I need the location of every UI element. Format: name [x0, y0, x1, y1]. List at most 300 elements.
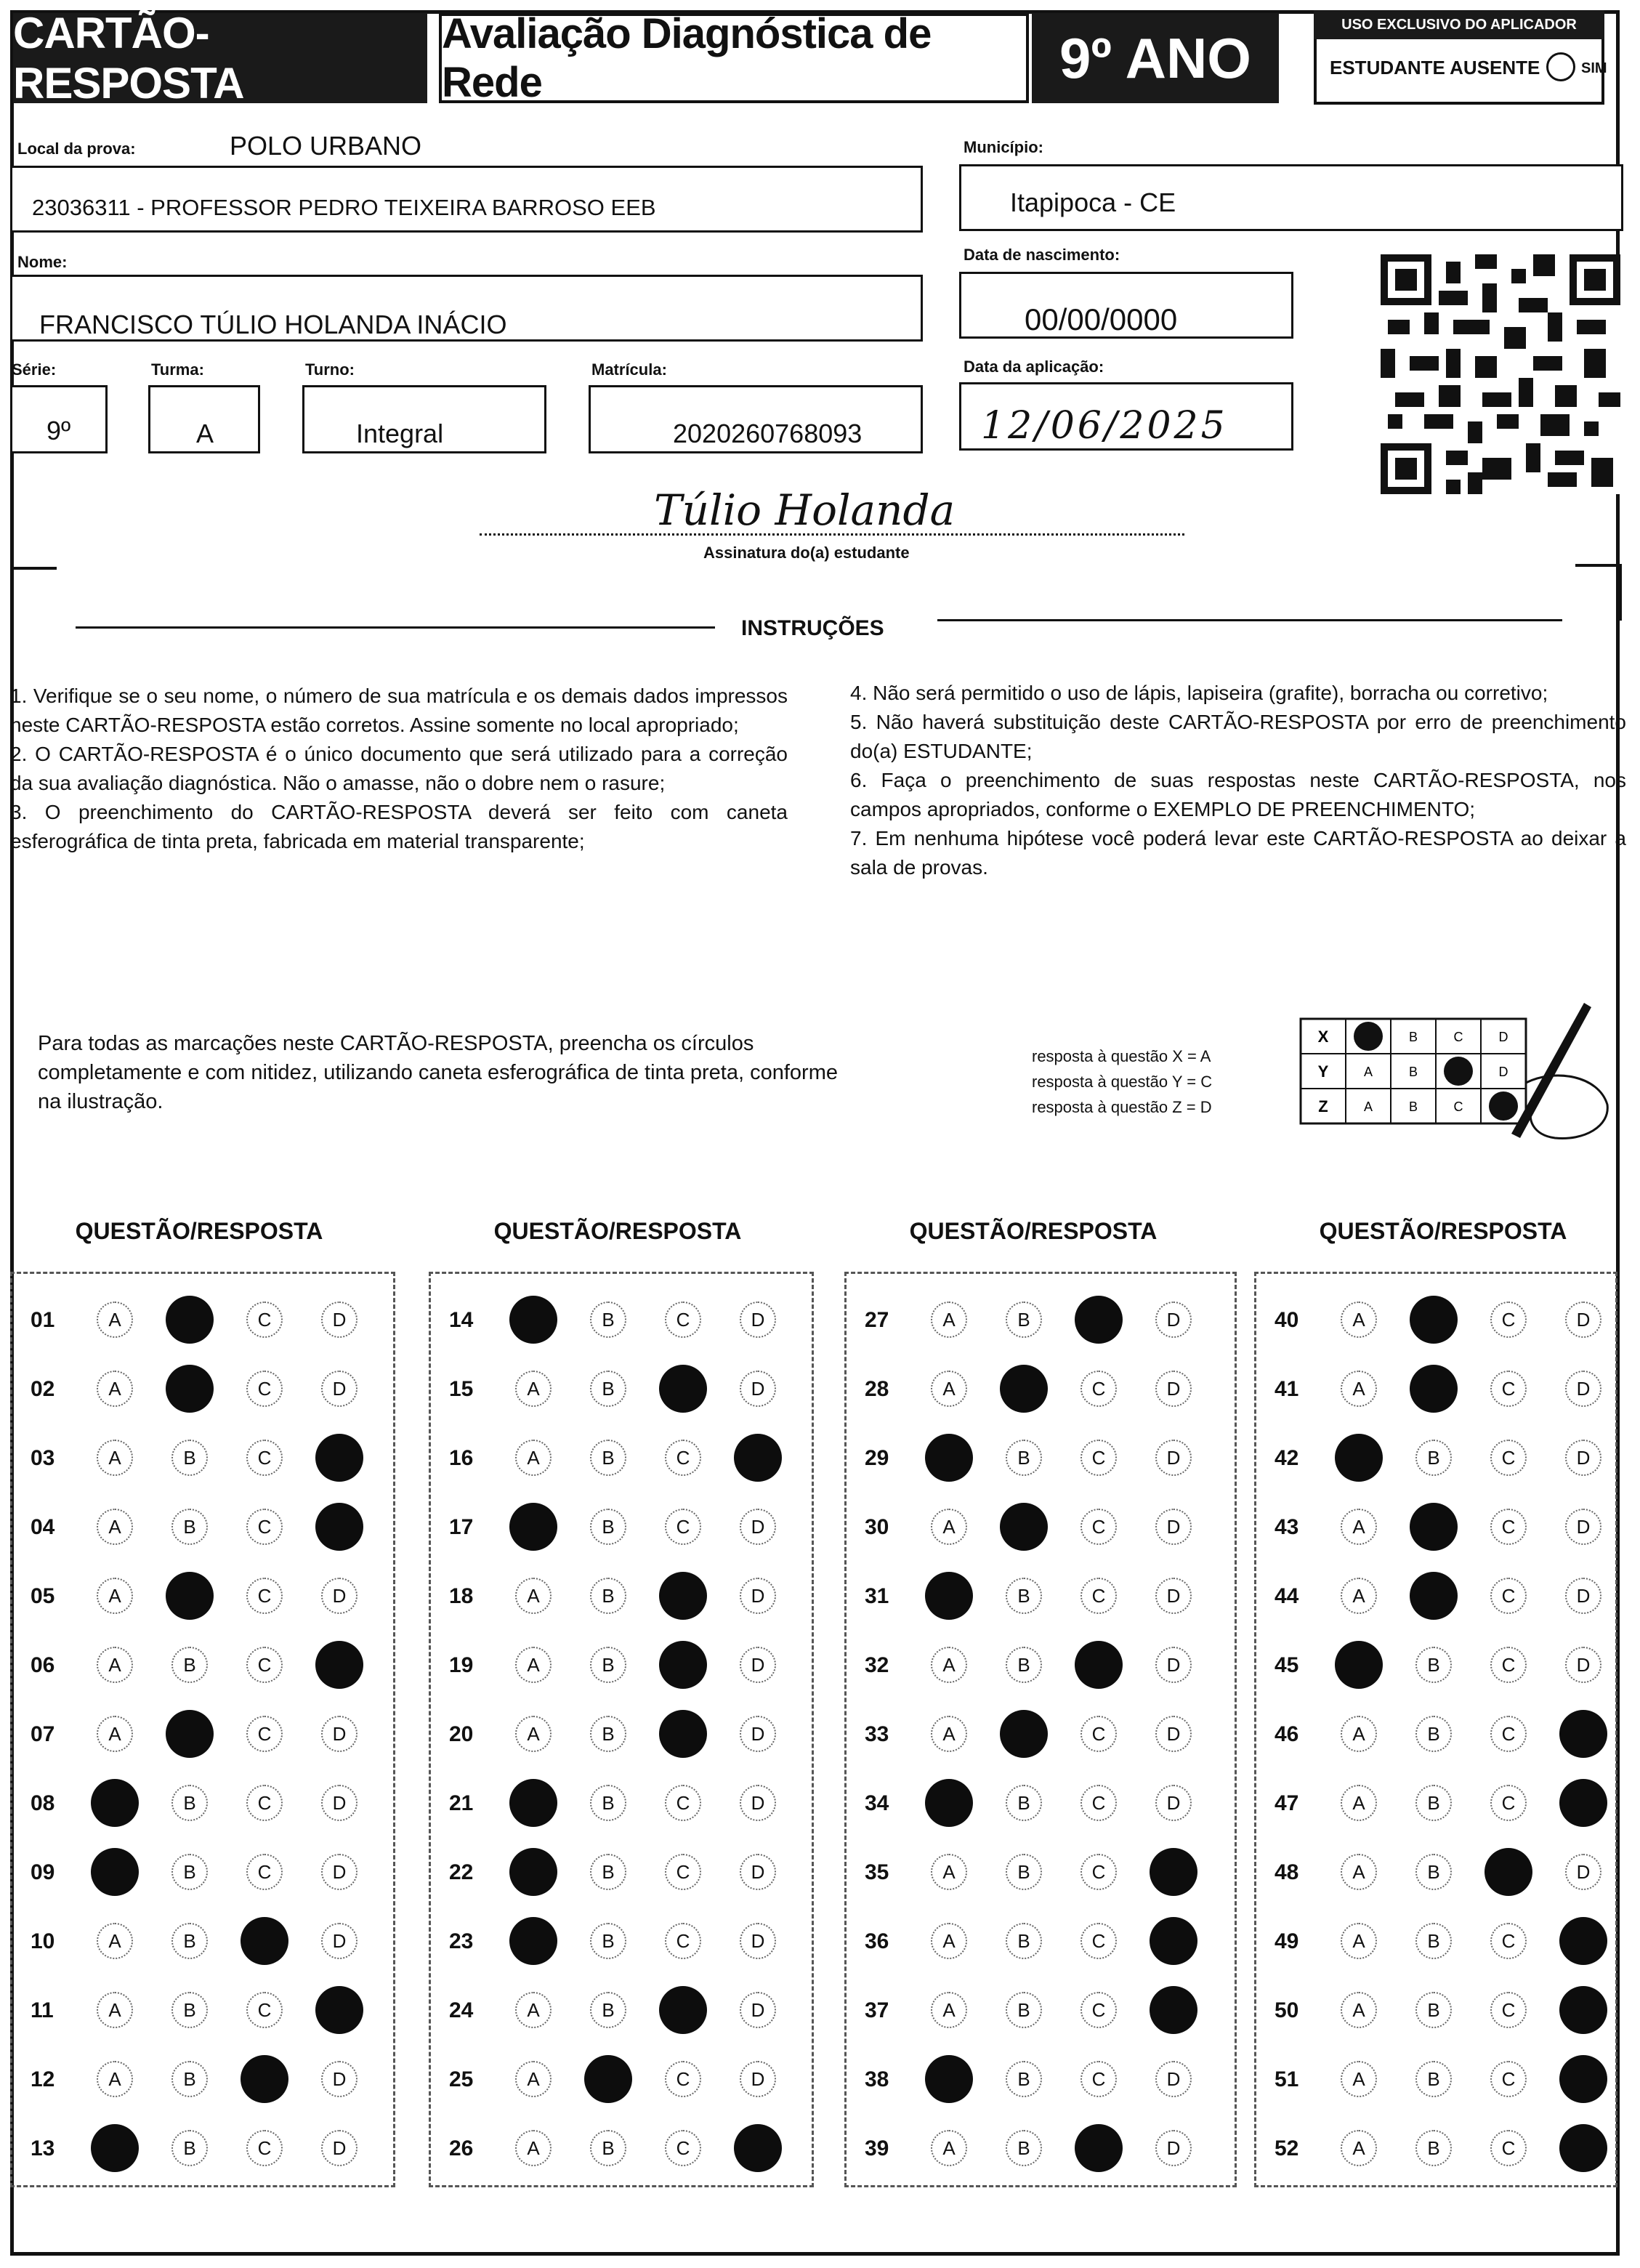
question-number: 08	[31, 1791, 55, 1815]
question-number: 50	[1275, 1998, 1299, 2022]
answer-bubble[interactable]: A	[515, 1440, 552, 1476]
answer-bubble[interactable]: C	[1080, 1854, 1117, 1890]
nascimento-label: Data de nascimento:	[964, 246, 1120, 264]
aplicacao-label: Data da aplicação:	[964, 358, 1104, 376]
answer-bubble[interactable]: A	[1341, 1509, 1377, 1545]
answer-bubble-filled[interactable]	[1075, 1641, 1123, 1689]
answer-bubble[interactable]: A	[1341, 2061, 1377, 2097]
answer-bubble-filled[interactable]	[91, 1779, 139, 1827]
question-number: 48	[1275, 1860, 1299, 1884]
answer-bubble[interactable]: C	[246, 1302, 283, 1338]
answer-bubble[interactable]: D	[740, 2061, 776, 2097]
answer-bubble-filled[interactable]	[1410, 1365, 1458, 1413]
answer-bubble[interactable]: C	[1490, 1785, 1527, 1821]
answer-bubble[interactable]: C	[246, 1647, 283, 1683]
answer-bubble-filled[interactable]	[659, 1986, 707, 2034]
answer-bubble-filled[interactable]	[1150, 1917, 1197, 1965]
answer-bubble-filled[interactable]	[1075, 2124, 1123, 2172]
answer-bubble[interactable]: B	[171, 1509, 208, 1545]
local-value: POLO URBANO	[230, 131, 422, 161]
answer-bubble-filled[interactable]	[659, 1641, 707, 1689]
answer-bubble[interactable]: A	[1341, 1302, 1377, 1338]
answer-bubble[interactable]: C	[665, 2061, 701, 2097]
answer-bubble[interactable]: C	[1080, 1785, 1117, 1821]
answer-bubble[interactable]: B	[590, 1992, 626, 2028]
answer-bubble[interactable]: B	[1006, 1302, 1042, 1338]
answer-bubble-filled[interactable]	[241, 2055, 288, 2103]
answer-bubble-filled[interactable]	[584, 2055, 632, 2103]
answer-bubble[interactable]: B	[1006, 1992, 1042, 2028]
answer-bubble[interactable]: A	[97, 2061, 133, 2097]
answer-bubble[interactable]: B	[1006, 2061, 1042, 2097]
answer-bubble[interactable]: D	[740, 1509, 776, 1545]
aplicacao-value: 12/06/2025	[981, 404, 1228, 448]
answer-bubble[interactable]: A	[931, 1302, 967, 1338]
question-number: 23	[449, 1929, 474, 1953]
answer-bubble[interactable]: C	[246, 1785, 283, 1821]
example-row-label: Z	[1318, 1097, 1328, 1115]
answer-bubble[interactable]: A	[515, 1371, 552, 1407]
question-number: 24	[449, 1998, 474, 2022]
answer-bubble-filled[interactable]	[91, 2124, 139, 2172]
exam-title: Avaliação Diagnóstica de Rede	[439, 13, 1029, 103]
question-number: 19	[449, 1653, 474, 1677]
answer-bubble[interactable]: B	[590, 2130, 626, 2166]
question-number: 01	[31, 1308, 55, 1332]
answer-bubble-filled[interactable]	[509, 1848, 557, 1896]
answer-bubble[interactable]: D	[1565, 1647, 1601, 1683]
serie-label: Série:	[12, 360, 57, 379]
answer-bubble-filled[interactable]	[315, 1503, 363, 1551]
answer-bubble-filled[interactable]	[1559, 1779, 1607, 1827]
answer-bubble[interactable]: C	[1080, 1509, 1117, 1545]
answer-bubble[interactable]: B	[1006, 1854, 1042, 1890]
question-number: 44	[1275, 1584, 1299, 1608]
nascimento-value: 00/00/0000	[1025, 302, 1178, 336]
question-number: 29	[865, 1446, 889, 1470]
answer-bubble[interactable]: A	[1341, 1785, 1377, 1821]
question-number: 52	[1275, 2136, 1299, 2160]
signature-line	[480, 533, 1184, 536]
answer-bubble[interactable]: A	[1341, 1923, 1377, 1959]
answer-bubble[interactable]: C	[1080, 1992, 1117, 2028]
question-number: 17	[449, 1515, 474, 1539]
answer-bubble-filled[interactable]	[1000, 1503, 1048, 1551]
answer-bubble[interactable]: C	[1080, 1716, 1117, 1752]
answer-bubble[interactable]: B	[590, 1509, 626, 1545]
answer-bubble-filled[interactable]	[166, 1572, 214, 1620]
answer-bubble[interactable]: C	[1490, 1647, 1527, 1683]
answer-bubble[interactable]: C	[1080, 1371, 1117, 1407]
answer-bubble[interactable]: C	[1080, 1923, 1117, 1959]
example-filled-bubble	[1444, 1057, 1473, 1086]
answer-bubble[interactable]: A	[97, 1716, 133, 1752]
example-option-letter: C	[1453, 1099, 1463, 1114]
answer-bubble[interactable]: C	[246, 2130, 283, 2166]
answer-bubble[interactable]: A	[97, 1992, 133, 2028]
school-value: 23036311 - PROFESSOR PEDRO TEIXEIRA BARROSO EEB	[32, 195, 656, 220]
answer-bubble[interactable]: D	[321, 1785, 358, 1821]
turno-label: Turno:	[305, 360, 355, 379]
turma-value: A	[196, 419, 214, 448]
example-legend	[1032, 1044, 1212, 1120]
instructions-title: INSTRUÇÕES	[741, 616, 884, 640]
absent-bubble[interactable]	[1546, 52, 1575, 81]
answer-bubble-filled[interactable]	[1335, 1641, 1383, 1689]
answer-bubble[interactable]: C	[1490, 1716, 1527, 1752]
question-number: 15	[449, 1377, 474, 1401]
answer-bubble[interactable]: D	[321, 1371, 358, 1407]
answer-bubble[interactable]: C	[665, 1785, 701, 1821]
question-number: 11	[31, 1998, 54, 2022]
answer-bubble-filled[interactable]	[1559, 2055, 1607, 2103]
answer-bubble[interactable]: D	[740, 1854, 776, 1890]
municipio-value: Itapipoca - CE	[1010, 187, 1176, 217]
answer-bubble[interactable]: D	[740, 1371, 776, 1407]
answer-bubble[interactable]: C	[246, 1716, 283, 1752]
answer-bubble[interactable]: C	[246, 1854, 283, 1890]
question-number: 16	[449, 1446, 474, 1470]
answer-bubble[interactable]: A	[931, 1647, 967, 1683]
example-filled-bubble	[1489, 1091, 1518, 1121]
answer-bubble[interactable]: B	[590, 1302, 626, 1338]
signature-label: Assinatura do(a) estudante	[703, 544, 910, 562]
answer-bubble[interactable]: A	[1341, 1716, 1377, 1752]
question-number: 07	[31, 1722, 55, 1746]
question-number: 31	[865, 1584, 889, 1608]
answer-bubble[interactable]: A	[97, 1923, 133, 1959]
answer-bubble[interactable]: A	[97, 1578, 133, 1614]
answer-bubble-filled[interactable]	[1559, 1917, 1607, 1965]
answer-bubble-filled[interactable]	[734, 2124, 782, 2172]
absent-label: ESTUDANTE AUSENTE	[1330, 57, 1540, 78]
answer-bubble-filled[interactable]	[659, 1365, 707, 1413]
question-number: 41	[1275, 1377, 1299, 1401]
answer-bubble[interactable]: D	[1565, 1578, 1601, 1614]
question-number: 49	[1275, 1929, 1299, 1953]
answer-bubble-filled[interactable]	[1410, 1572, 1458, 1620]
instructions-left: 1. Verifique se o seu nome, o número de sua matrícula e os demais dados impressos neste CARTÃO-RESPOSTA estão corretos. Assine somente no local apropriado; 2. O CARTÃO-RESPOSTA é o único documento que será utilizado para a correção da sua avaliação diagnóstica. Não o amasse, não o dobre nem o rasure; 3. O preenchimento do CARTÃO-RESPOSTA deverá ser feito com caneta esferográfica de tinta preta, fabricada em material transparente;	[10, 685, 788, 852]
answer-bubble-filled[interactable]	[925, 1779, 973, 1827]
answer-bubble[interactable]: D	[1155, 1440, 1192, 1476]
answer-bubble[interactable]: C	[1490, 1992, 1527, 2028]
answer-bubble[interactable]: D	[1155, 1647, 1192, 1683]
answer-bubble[interactable]: B	[1415, 2061, 1452, 2097]
answer-bubble[interactable]: A	[515, 2130, 552, 2166]
answer-bubble[interactable]: C	[1490, 1923, 1527, 1959]
answer-bubble-filled[interactable]	[1410, 1296, 1458, 1344]
example-filled-bubble	[1354, 1022, 1383, 1051]
answer-bubble-filled[interactable]	[1559, 1986, 1607, 2034]
answer-bubble[interactable]: A	[931, 1923, 967, 1959]
question-number: 40	[1275, 1308, 1299, 1332]
answer-bubble-filled[interactable]	[1410, 1503, 1458, 1551]
answer-bubble-filled[interactable]	[1000, 1365, 1048, 1413]
answer-bubble[interactable]: A	[931, 1854, 967, 1890]
answer-bubble[interactable]: B	[1415, 1854, 1452, 1890]
answer-bubble[interactable]: C	[246, 1371, 283, 1407]
answer-bubble[interactable]: A	[97, 1440, 133, 1476]
answer-bubble[interactable]: D	[740, 1785, 776, 1821]
answer-bubble[interactable]: C	[1490, 1509, 1527, 1545]
answer-bubble[interactable]: D	[740, 1716, 776, 1752]
answer-bubble[interactable]: D	[1155, 2061, 1192, 2097]
answer-bubble-filled[interactable]	[659, 1572, 707, 1620]
serie-value: 9º	[47, 416, 71, 445]
answer-bubble-filled[interactable]	[315, 1641, 363, 1689]
answer-bubble[interactable]: A	[97, 1509, 133, 1545]
question-number: 27	[865, 1308, 889, 1332]
answer-bubble-filled[interactable]	[509, 1917, 557, 1965]
answer-bubble[interactable]: D	[321, 2061, 358, 2097]
example-line-z: resposta à questão Z = D	[1032, 1098, 1212, 1116]
answer-bubble[interactable]: D	[321, 1302, 358, 1338]
answer-bubble[interactable]: A	[1341, 1992, 1377, 2028]
question-number: 46	[1275, 1722, 1299, 1746]
question-number: 28	[865, 1377, 889, 1401]
answer-bubble[interactable]: D	[321, 2130, 358, 2166]
answer-bubble[interactable]: A	[1341, 1854, 1377, 1890]
answer-bubble-filled[interactable]	[91, 1848, 139, 1896]
answer-bubble-filled[interactable]	[315, 1986, 363, 2034]
answer-bubble[interactable]: C	[1490, 2061, 1527, 2097]
answer-bubble[interactable]: D	[740, 1578, 776, 1614]
answer-bubble[interactable]: C	[246, 1509, 283, 1545]
question-number: 20	[449, 1722, 474, 1746]
example-option-letter: A	[1363, 1065, 1373, 1079]
turma-label: Turma:	[151, 360, 204, 379]
hand-icon	[1526, 1076, 1607, 1139]
answer-bubble[interactable]: D	[1565, 1302, 1601, 1338]
answer-bubble-filled[interactable]	[166, 1296, 214, 1344]
answer-bubble[interactable]: D	[740, 1302, 776, 1338]
answer-bubble[interactable]: C	[665, 1854, 701, 1890]
answer-bubble-filled[interactable]	[315, 1434, 363, 1482]
answer-bubble[interactable]: B	[171, 1854, 208, 1890]
question-number: 42	[1275, 1446, 1299, 1470]
question-number: 45	[1275, 1653, 1299, 1677]
answer-bubble[interactable]: B	[1006, 1923, 1042, 1959]
answer-bubble[interactable]: A	[515, 1578, 552, 1614]
answer-bubble[interactable]: A	[515, 2061, 552, 2097]
answer-bubble[interactable]: D	[1155, 1509, 1192, 1545]
answer-bubble[interactable]: D	[1155, 1716, 1192, 1752]
example-row-label: X	[1317, 1028, 1329, 1046]
question-number: 39	[865, 2136, 889, 2160]
answer-bubble[interactable]: A	[97, 1371, 133, 1407]
answer-bubble-filled[interactable]	[1485, 1848, 1532, 1896]
example-option-letter: C	[1453, 1030, 1463, 1044]
answer-bubble[interactable]: C	[1490, 1302, 1527, 1338]
answer-bubble[interactable]: B	[1006, 1785, 1042, 1821]
question-number: 35	[865, 1860, 889, 1884]
answer-bubble[interactable]: B	[590, 1371, 626, 1407]
column-header: QUESTÃO/RESPOSTA	[909, 1218, 1158, 1244]
answer-bubble[interactable]: B	[1006, 1440, 1042, 1476]
answer-bubble[interactable]: A	[515, 1647, 552, 1683]
answer-bubble-filled[interactable]	[166, 1365, 214, 1413]
answer-bubble[interactable]: B	[171, 1647, 208, 1683]
instructions-right: 4. Não será permitido o uso de lápis, lapiseira (grafite), borracha ou corretivo; 5. Não haverá substituição deste CARTÃO-RESPOSTA por erro de preenchimento do(a) ESTUDANTE; 6. Faça o preenchimento de suas respostas neste CARTÃO-RESPOSTA, nos campos apropriados, conforme o EXEMPLO DE PREENCHIMENTO; 7. Em nenhuma hipótese você poderá levar este CARTÃO-RESPOSTA ao deixar a sala de provas.	[850, 682, 1626, 879]
answer-bubble[interactable]: B	[1006, 1578, 1042, 1614]
answer-bubble[interactable]: C	[1080, 1578, 1117, 1614]
answer-bubble[interactable]: D	[321, 1854, 358, 1890]
answer-bubble[interactable]: A	[97, 1302, 133, 1338]
answer-bubble-filled[interactable]	[241, 1917, 288, 1965]
answer-bubble[interactable]: C	[1080, 1440, 1117, 1476]
question-number: 04	[31, 1515, 55, 1539]
answer-bubble[interactable]: B	[171, 2061, 208, 2097]
municipio-label: Município:	[964, 138, 1043, 156]
answer-bubble[interactable]: D	[1565, 1509, 1601, 1545]
answer-bubble[interactable]: A	[515, 1992, 552, 2028]
answer-bubble[interactable]: A	[931, 1992, 967, 2028]
answer-bubble[interactable]: A	[97, 1647, 133, 1683]
answer-bubble[interactable]: B	[590, 1716, 626, 1752]
answer-bubble[interactable]: B	[171, 1440, 208, 1476]
answer-bubble[interactable]: A	[515, 1716, 552, 1752]
answer-bubble[interactable]: D	[1155, 1578, 1192, 1614]
answer-bubble[interactable]: D	[1565, 1440, 1601, 1476]
answer-bubble[interactable]: D	[740, 1647, 776, 1683]
answer-bubble-filled[interactable]	[166, 1710, 214, 1758]
answer-bubble[interactable]: A	[931, 2130, 967, 2166]
answer-bubble-filled[interactable]	[925, 1572, 973, 1620]
answer-bubble[interactable]: B	[1415, 1992, 1452, 2028]
local-label: Local da prova:	[17, 140, 136, 158]
answer-bubble[interactable]: C	[1490, 2130, 1527, 2166]
answer-bubble[interactable]: B	[1006, 1647, 1042, 1683]
question-number: 09	[31, 1860, 55, 1884]
answer-bubble[interactable]: A	[931, 1371, 967, 1407]
answer-bubble[interactable]: B	[171, 2130, 208, 2166]
answer-bubble[interactable]: B	[1415, 2130, 1452, 2166]
answer-bubble[interactable]: D	[1155, 1785, 1192, 1821]
answer-bubble[interactable]: D	[321, 1923, 358, 1959]
instructions-rule-right	[937, 619, 1562, 621]
answer-bubble[interactable]: D	[1565, 1854, 1601, 1890]
question-number: 14	[449, 1308, 474, 1332]
answer-bubble[interactable]: C	[1490, 1371, 1527, 1407]
answer-bubble[interactable]: B	[1415, 1716, 1452, 1752]
answer-bubble[interactable]: A	[1341, 1578, 1377, 1614]
answer-bubble[interactable]: C	[665, 1923, 701, 1959]
question-number: 18	[449, 1584, 474, 1608]
answer-bubble-filled[interactable]	[659, 1710, 707, 1758]
answer-bubble[interactable]: C	[246, 1992, 283, 2028]
question-number: 06	[31, 1653, 55, 1677]
answer-bubble[interactable]: B	[1006, 2130, 1042, 2166]
example-option-letter: D	[1498, 1065, 1508, 1079]
answer-bubble[interactable]: D	[1155, 1302, 1192, 1338]
answer-bubble-filled[interactable]	[1000, 1710, 1048, 1758]
answer-bubble[interactable]: C	[665, 1509, 701, 1545]
answer-bubble-filled[interactable]	[509, 1779, 557, 1827]
answer-bubble[interactable]: B	[171, 1992, 208, 2028]
column-header: QUESTÃO/RESPOSTA	[75, 1218, 323, 1244]
answer-bubble-filled[interactable]	[1335, 1434, 1383, 1482]
corner-mark-bottom-left	[10, 2224, 57, 2256]
answer-bubble[interactable]: D	[1155, 2130, 1192, 2166]
answer-bubble[interactable]: B	[590, 1854, 626, 1890]
answer-bubble[interactable]: C	[1490, 1578, 1527, 1614]
answer-bubble[interactable]: C	[665, 2130, 701, 2166]
answer-bubble[interactable]: C	[1080, 2061, 1117, 2097]
answer-bubble[interactable]: D	[321, 1578, 358, 1614]
answer-bubble[interactable]: B	[1415, 1785, 1452, 1821]
question-number: 03	[31, 1446, 55, 1470]
answer-bubble[interactable]: D	[1155, 1371, 1192, 1407]
qr-code	[1381, 254, 1620, 494]
answer-bubble[interactable]: B	[1415, 1440, 1452, 1476]
answer-bubble-filled[interactable]	[734, 1434, 782, 1482]
answer-bubble[interactable]: C	[665, 1302, 701, 1338]
question-number: 22	[449, 1860, 474, 1884]
answer-bubble[interactable]: B	[1415, 1647, 1452, 1683]
question-number: 33	[865, 1722, 889, 1746]
question-number: 32	[865, 1653, 889, 1677]
answer-bubble[interactable]: B	[171, 1923, 208, 1959]
column-header: QUESTÃO/RESPOSTA	[493, 1218, 742, 1244]
answer-bubble[interactable]: A	[931, 1509, 967, 1545]
answer-bubble[interactable]: A	[1341, 2130, 1377, 2166]
question-number: 43	[1275, 1515, 1299, 1539]
answer-bubble[interactable]: C	[665, 1440, 701, 1476]
answer-bubble-filled[interactable]	[1559, 2124, 1607, 2172]
answer-bubble-filled[interactable]	[509, 1296, 557, 1344]
answer-bubble-filled[interactable]	[1150, 1848, 1197, 1896]
answer-bubble-filled[interactable]	[1559, 1710, 1607, 1758]
question-number: 30	[865, 1515, 889, 1539]
example-line-x: resposta à questão X = A	[1032, 1047, 1211, 1065]
answer-bubble[interactable]: A	[931, 1716, 967, 1752]
signature: Túlio Holanda	[654, 485, 956, 535]
question-number: 38	[865, 2067, 889, 2091]
answer-bubble[interactable]: D	[740, 1923, 776, 1959]
answer-bubble[interactable]: B	[590, 1578, 626, 1614]
answer-bubble[interactable]: B	[590, 1923, 626, 1959]
answer-bubble[interactable]: D	[321, 1716, 358, 1752]
question-number: 02	[31, 1377, 55, 1401]
answer-bubble-filled[interactable]	[925, 1434, 973, 1482]
example-row-label: Y	[1317, 1062, 1329, 1081]
answer-bubble[interactable]: C	[246, 1578, 283, 1614]
question-number: 51	[1275, 2067, 1299, 2091]
example-option-letter: B	[1408, 1099, 1418, 1114]
answer-bubble[interactable]: C	[246, 1440, 283, 1476]
answer-bubble[interactable]: C	[1490, 1440, 1527, 1476]
answer-bubble[interactable]: B	[1415, 1923, 1452, 1959]
answer-bubble-filled[interactable]	[925, 2055, 973, 2103]
answer-bubble[interactable]: D	[740, 1992, 776, 2028]
example-line-y: resposta à questão Y = C	[1032, 1073, 1213, 1091]
answer-bubble-filled[interactable]	[1075, 1296, 1123, 1344]
answer-bubble[interactable]: B	[171, 1785, 208, 1821]
answer-bubble[interactable]: D	[1565, 1371, 1601, 1407]
answer-bubble[interactable]: A	[1341, 1371, 1377, 1407]
question-number: 25	[449, 2067, 474, 2091]
matricula-label: Matrícula:	[591, 360, 667, 379]
answer-bubble[interactable]: B	[590, 1785, 626, 1821]
card-title: CARTÃO-RESPOSTA	[13, 13, 427, 103]
answer-bubble-filled[interactable]	[509, 1503, 557, 1551]
answer-bubble-filled[interactable]	[1150, 1986, 1197, 2034]
answer-bubble[interactable]: B	[590, 1440, 626, 1476]
question-number: 21	[449, 1791, 474, 1815]
answer-bubble[interactable]: B	[590, 1647, 626, 1683]
question-number: 10	[31, 1929, 55, 1953]
example-option-letter: A	[1363, 1099, 1373, 1114]
